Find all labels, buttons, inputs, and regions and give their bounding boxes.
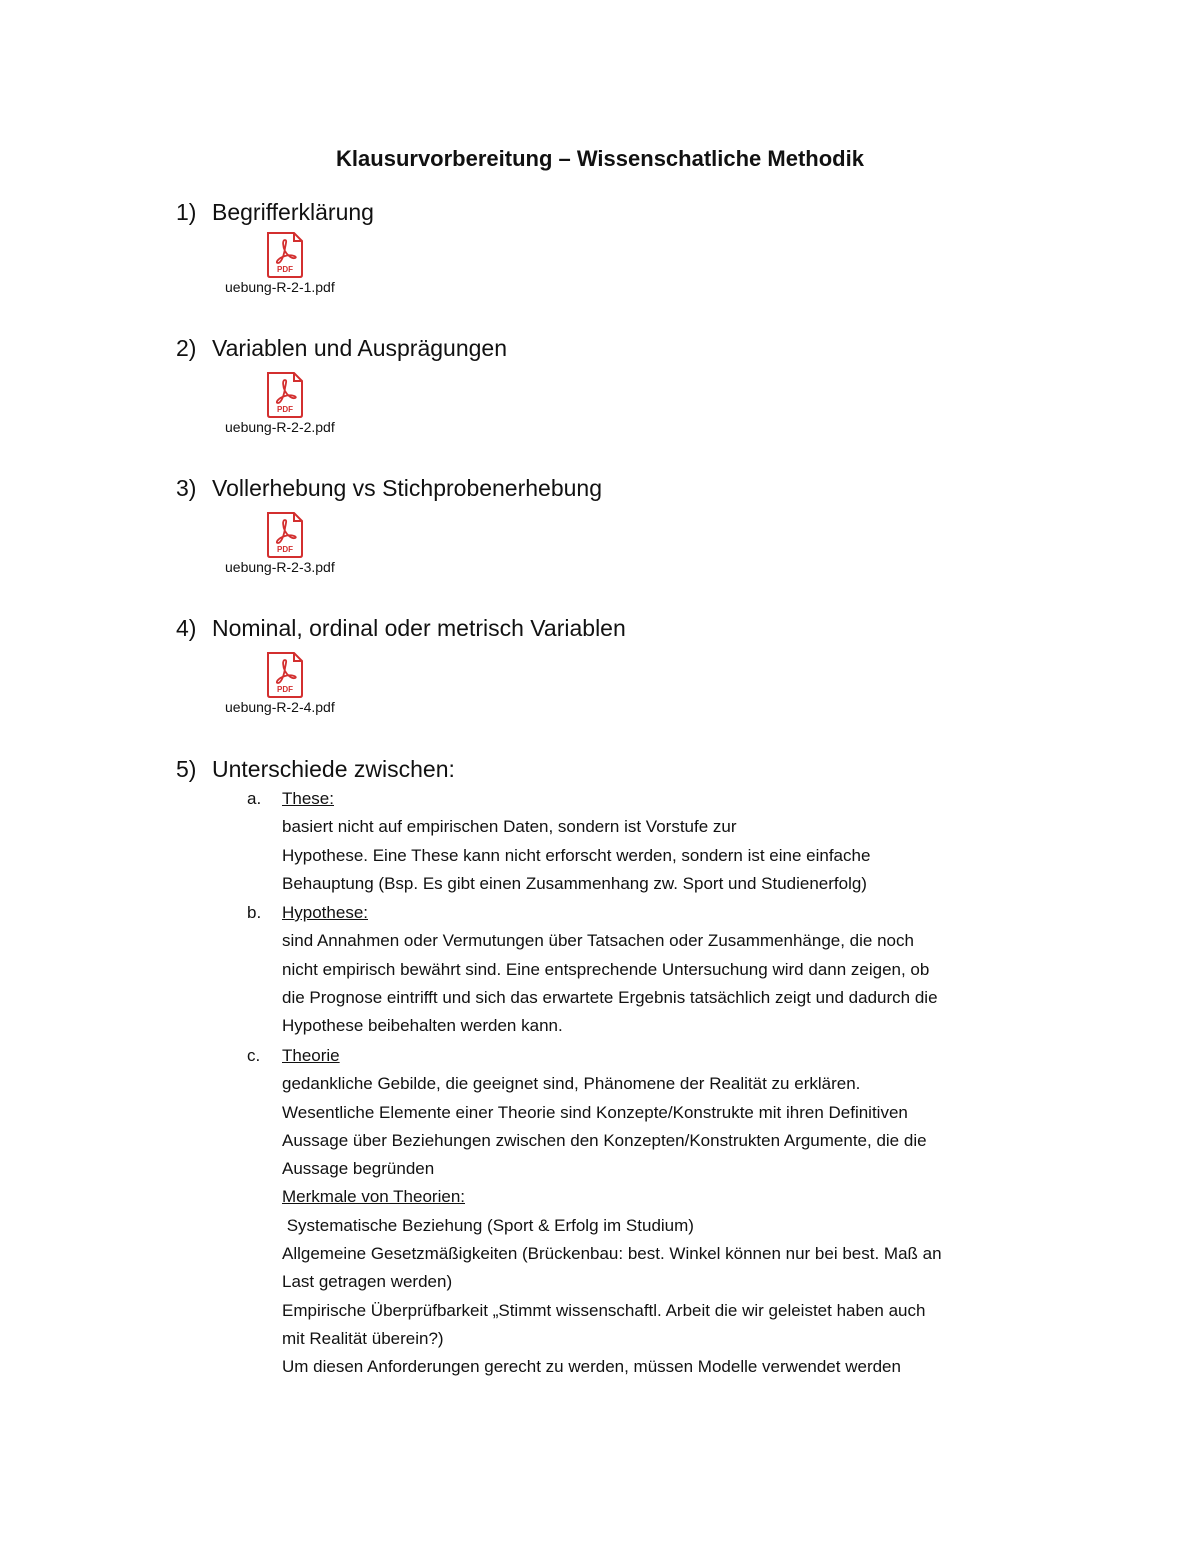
merkmal-line: Empirische Überprüfbarkeit „Stimmt wissenschaftl. Arbeit die wir geleistet haben auch [282,1300,926,1320]
section-heading-3 [176,472,602,504]
body-line: nicht empirisch bewährt sind. Eine entsprechende Untersuchung wird dann zeigen, ob [282,959,930,979]
subitem-body [282,1070,1057,1381]
pdf-attachment-2[interactable] [219,372,359,450]
body-line: basiert nicht auf empirischen Daten, sondern ist Vorstufe zur [282,817,737,837]
page-title: Klausurvorbereitung – Wissenschatliche Methodik [336,146,864,171]
pdf-attachment-3[interactable] [219,512,359,590]
subitem-label: Hypothese: [282,903,368,922]
merkmal-line: Systematische Beziehung (Sport & Erfolg im Studium) [282,1215,694,1235]
svg-text:PDF: PDF [277,405,293,414]
section-number: 2) [176,335,197,361]
pdf-file-icon [265,652,305,698]
section-heading-5 [176,753,455,785]
pdf-attachment-1[interactable] [219,232,359,310]
pdf-file-icon [265,512,305,558]
section-title: Variablen und Ausprägungen [212,335,507,361]
subitem-letter: c. [247,1046,261,1065]
attachment-filename: uebung-R-2-2.pdf [225,419,335,435]
subitem-letter: a. [247,789,262,808]
attachment-filename: uebung-R-2-4.pdf [225,699,335,715]
svg-text:PDF: PDF [277,685,293,694]
subitem-body [282,813,1057,898]
svg-text:PDF: PDF [277,265,293,274]
merkmal-line: Um diesen Anforderungen gerecht zu werden, müssen Modelle verwendet werden [282,1357,901,1377]
section-heading-4 [176,612,626,644]
subitem-label: Theorie [282,1046,340,1065]
merkmale-heading: Merkmale von Theorien: [282,1187,465,1207]
section-heading-1 [176,196,374,228]
section-title: Vollerhebung vs Stichprobenerhebung [212,475,603,501]
pdf-file-icon [265,232,305,278]
section-title: Unterschiede zwischen: [212,756,455,782]
section-title: Begrifferklärung [212,199,374,225]
body-line: Hypothese. Eine These kann nicht erforscht werden, sondern ist eine einfache [282,845,871,865]
body-line: Wesentliche Elemente einer Theorie sind Konzepte/Konstrukte mit ihren Definitiven [282,1102,908,1122]
attachment-filename: uebung-R-2-1.pdf [225,279,335,295]
body-line: Aussage über Beziehungen zwischen den Konzepten/Konstrukten Argumente, die die [282,1130,927,1150]
subitem-body [282,927,1057,1040]
pdf-file-icon [265,372,305,418]
body-line: die Prognose eintrifft und sich das erwartete Ergebnis tatsächlich zeigt und dadurch die [282,987,938,1007]
attachment-filename: uebung-R-2-3.pdf [225,559,335,575]
section-number: 3) [176,475,197,501]
merkmal-line: Last getragen werden) [282,1272,453,1292]
body-line: Aussage begründen [282,1159,435,1179]
merkmal-line: mit Realität überein?) [282,1328,444,1348]
body-line: Behauptung (Bsp. Es gibt einen Zusammenhang zw. Sport und Studienerfolg) [282,873,867,893]
body-line: sind Annahmen oder Vermutungen über Tatsachen oder Zusammenhänge, die noch [282,931,914,951]
section-number: 5) [176,756,197,782]
section-heading-2 [176,332,507,364]
subitem-label: These: [282,789,334,808]
section-number: 4) [176,615,197,641]
merkmal-line: Allgemeine Gesetzmäßigkeiten (Brückenbau: best. Winkel können nur bei best. Maß an [282,1244,942,1264]
section-title: Nominal, ordinal oder metrisch Variablen [212,615,626,641]
body-line: gedankliche Gebilde, die geeignet sind, Phänomene der Realität zu erklären. [282,1074,861,1094]
body-line: Hypothese beibehalten werden kann. [282,1016,563,1036]
section-number: 1) [176,199,197,225]
pdf-attachment-4[interactable] [219,652,359,730]
subitem-letter: b. [247,903,262,922]
svg-text:PDF: PDF [277,545,293,554]
